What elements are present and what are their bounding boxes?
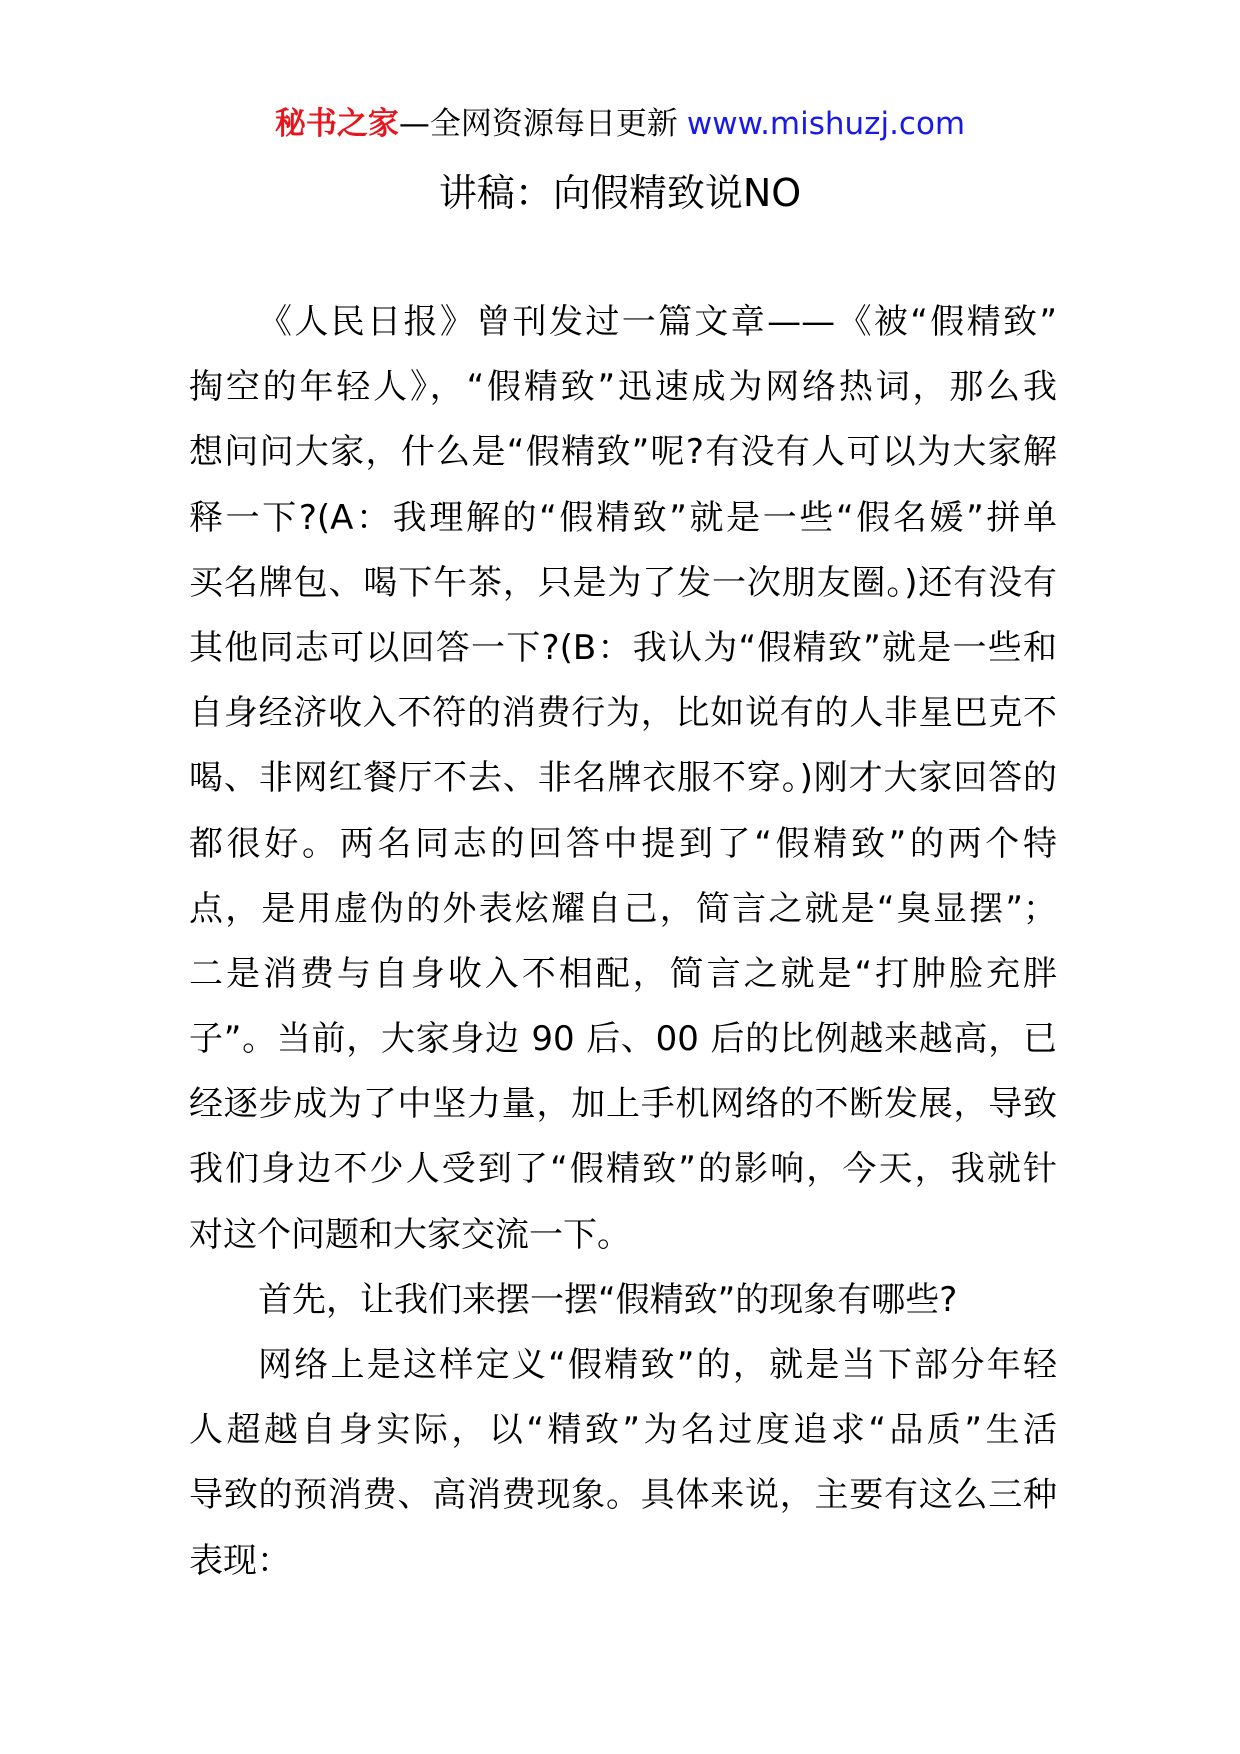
text-line: 想问问大家，什么是“假精致”呢?有没有人可以为大家解	[189, 432, 1057, 473]
text-line: 网络上是这样定义“假精致”的，就是当下部分年轻	[258, 1345, 1057, 1385]
text-line: 我们身边不少人受到了“假精致”的影响，今天，我就针	[189, 1149, 1057, 1190]
text-line: 首先，让我们来摆一摆“假精致”的现象有哪些?	[258, 1279, 958, 1320]
text-line: 买名牌包、喝下午茶，只是为了发一次朋友圈。)还有没有	[189, 562, 1057, 603]
text-line: 都很好。两名同志的回答中提到了“假精致”的两个特	[189, 823, 1057, 864]
document-body	[189, 290, 1057, 1594]
paragraph-intro	[189, 290, 1057, 1268]
text-line: 《人民日报》曾刊发过一篇文章——《被“假精致”	[258, 302, 1057, 342]
text-line: 表现：	[189, 1540, 291, 1581]
site-header	[0, 99, 1240, 149]
text-line: 掏空的年轻人》，“假精致”迅速成为网络热词，那么我	[189, 367, 1057, 408]
site-tagline: —全网资源每日更新	[398, 106, 678, 142]
text-line: 二是消费与自身收入不相配，简言之就是“打肿脸充胖	[189, 953, 1057, 994]
text-line: 点，是用虚伪的外表炫耀自己，简言之就是“臭显摆”；	[189, 888, 1057, 929]
text-line: 经逐步成为了中坚力量，加上手机网络的不断发展，导致	[189, 1084, 1057, 1125]
text-line: 自身经济收入不符的消费行为，比如说有的人非星巴克不	[189, 693, 1057, 734]
text-line: 对这个问题和大家交流一下。	[189, 1214, 631, 1255]
paragraph-definition	[189, 1333, 1057, 1594]
text-line: 子”。当前，大家身边 90 后、00 后的比例越来越高，已	[189, 1019, 1057, 1060]
text-line: 人超越自身实际，以“精致”为名过度追求“品质”生活	[189, 1410, 1057, 1451]
site-brand: 秘书之家	[274, 106, 399, 142]
text-line: 其他同志可以回答一下?(B：我认为“假精致”就是一些和	[189, 627, 1057, 668]
site-url-link[interactable]: www.mishuzj.com	[686, 106, 966, 142]
text-line: 导致的预消费、高消费现象。具体来说，主要有这么三种	[189, 1475, 1057, 1516]
text-line: 释一下?(A：我理解的“假精致”就是一些“假名媛”拼单	[189, 497, 1057, 538]
paragraph-first-question	[189, 1268, 1057, 1333]
document-title: 讲稿：向假精致说NO	[438, 171, 802, 215]
text-line: 喝、非网红餐厅不去、非名牌衣服不穿。)刚才大家回答的	[189, 758, 1057, 799]
